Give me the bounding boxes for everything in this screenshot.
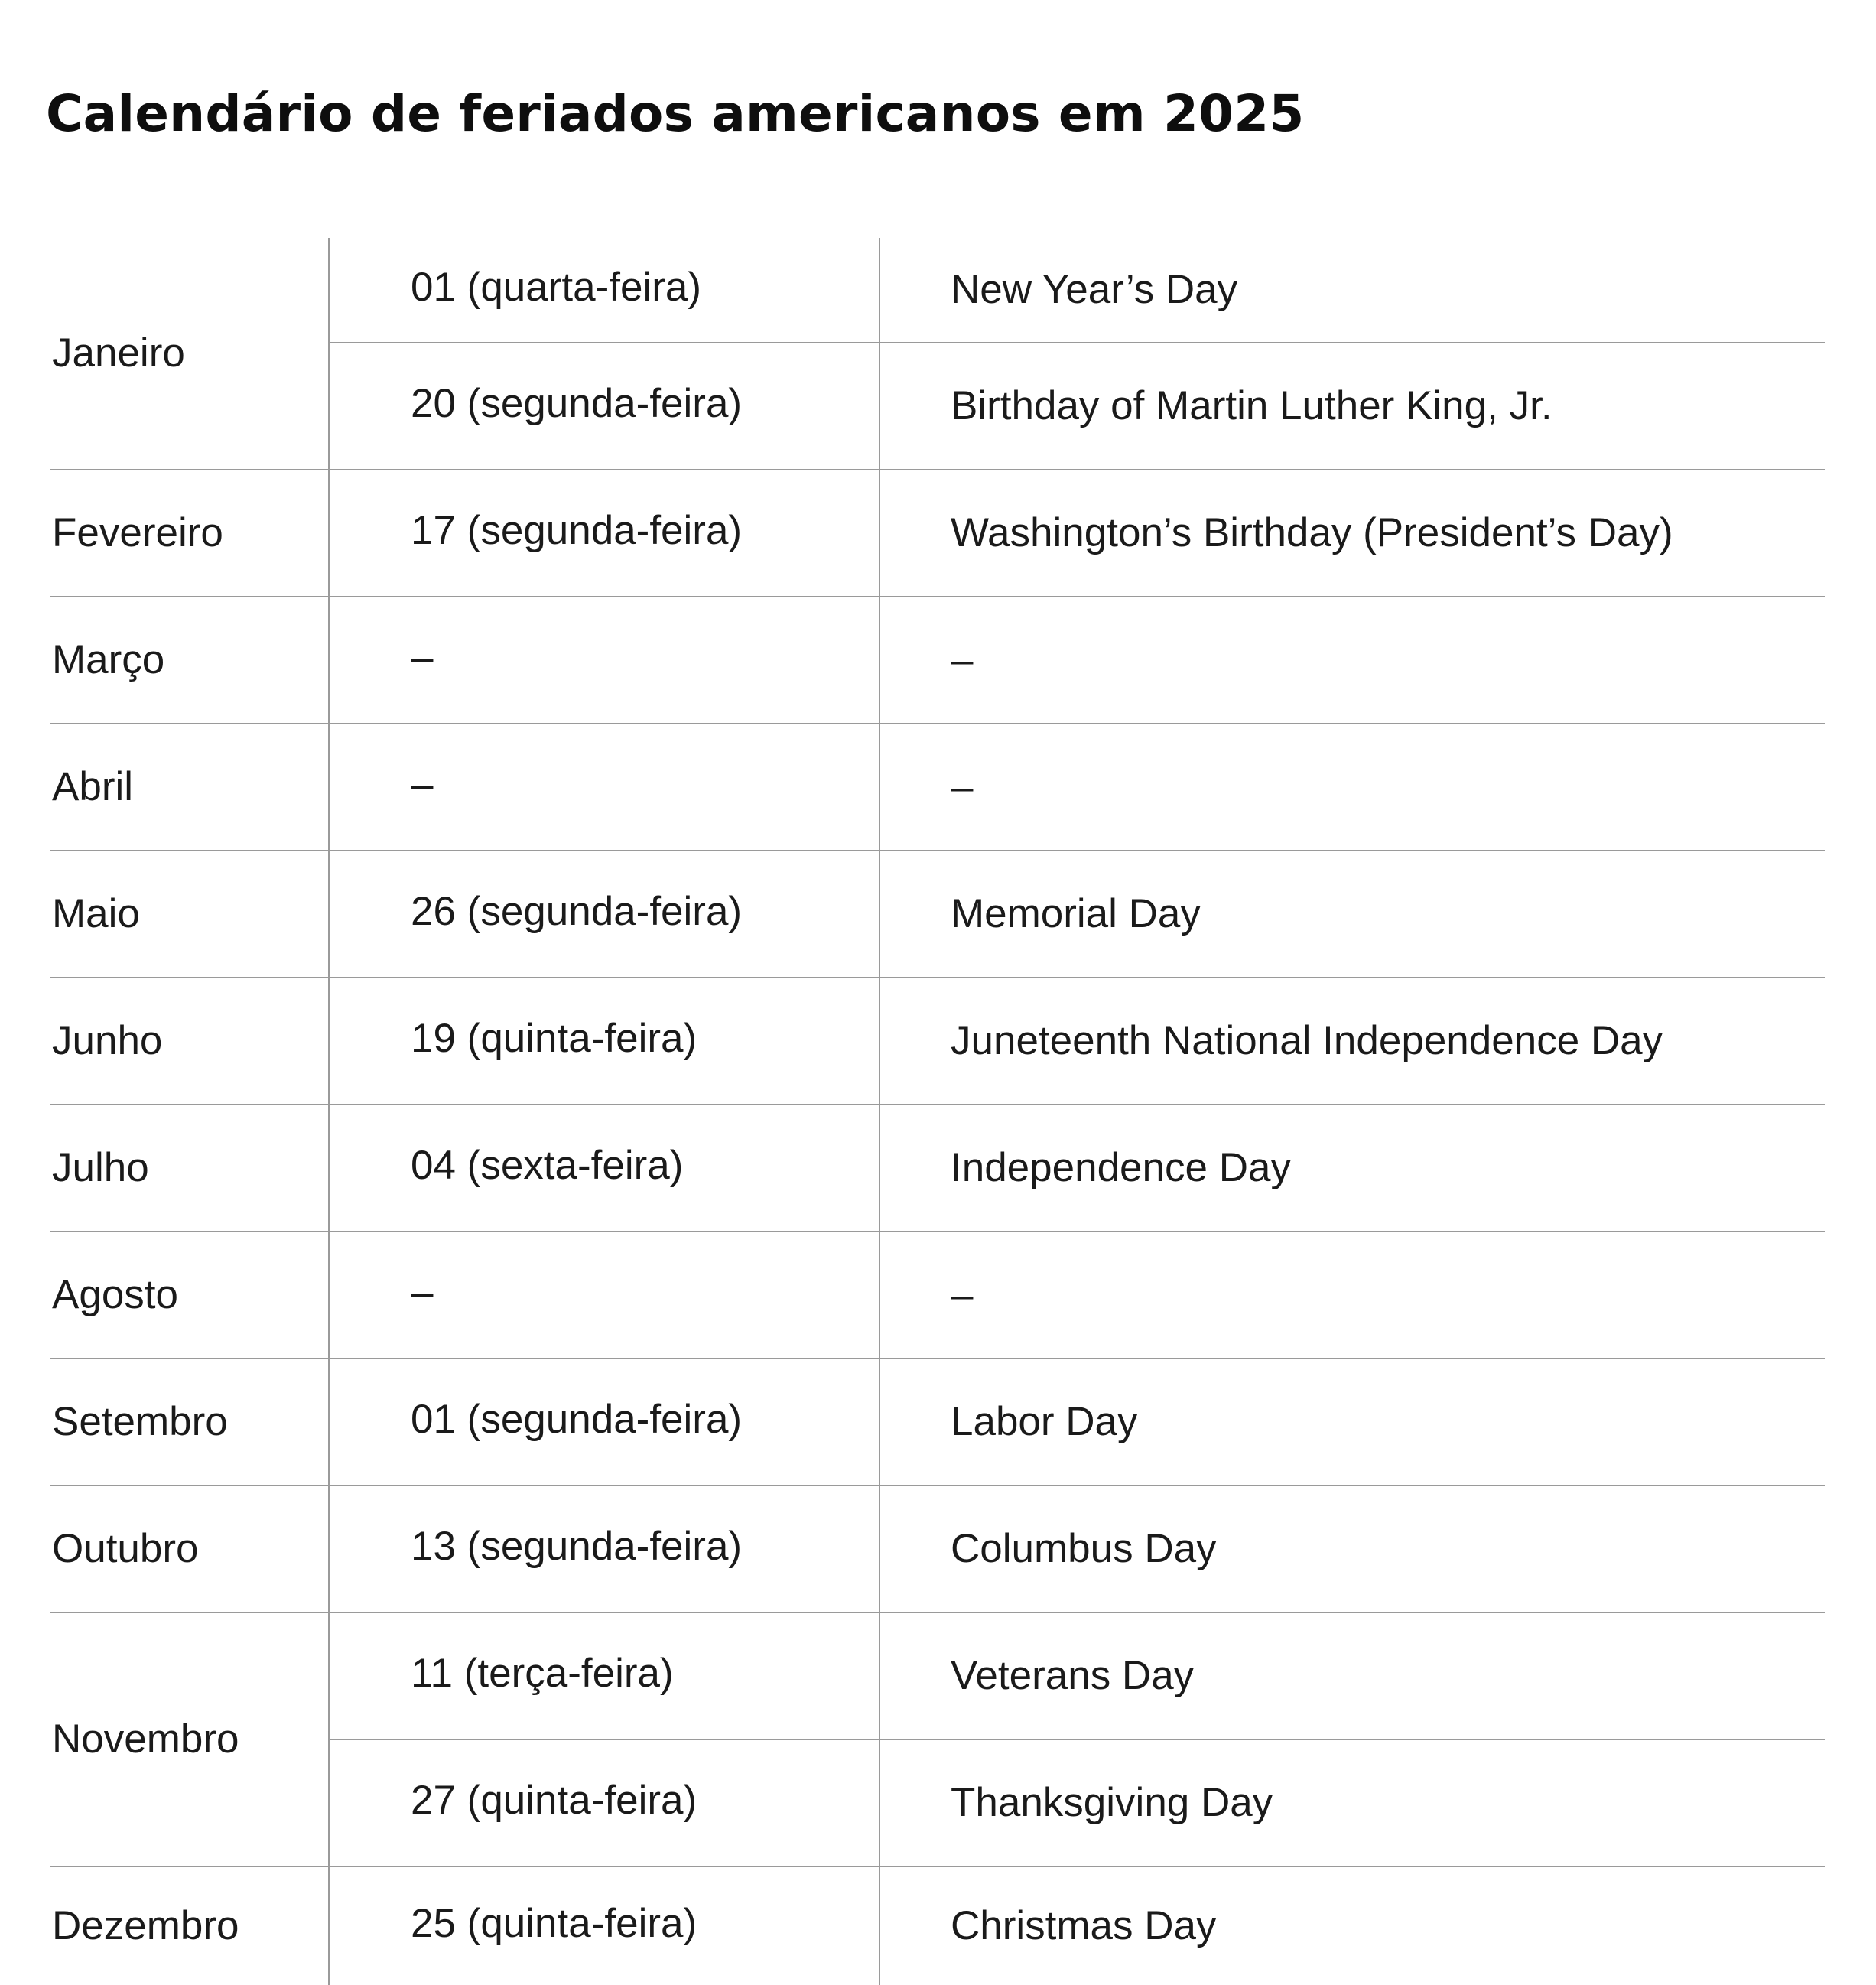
month-cell: Setembro	[50, 1359, 329, 1485]
holiday-table	[50, 238, 1825, 1985]
date-cell: 26 (segunda-feira)	[329, 851, 879, 978]
month-cell: Junho	[50, 978, 329, 1105]
holiday-name-cell: Labor Day	[879, 1359, 1825, 1485]
holiday-name-cell: –	[879, 1232, 1825, 1359]
date-cell: –	[329, 1232, 879, 1359]
month-cell: Janeiro	[50, 238, 329, 470]
date-cell: 01 (segunda-feira)	[329, 1359, 879, 1485]
month-cell: Dezembro	[52, 1903, 239, 1948]
page-title: Calendário de feriados americanos em 2025	[46, 84, 1305, 143]
date-cell: 19 (quinta-feira)	[329, 978, 879, 1105]
holiday-name-cell: New Year’s Day	[879, 238, 1825, 343]
table-row-agosto	[50, 1232, 1825, 1359]
table-row-junho	[50, 978, 1825, 1105]
holiday-name-cell: Veterans Day	[879, 1612, 1825, 1739]
holiday-name-cell: Columbus Day	[879, 1485, 1825, 1612]
holiday-name-cell: Birthday of Martin Luther King, Jr.	[879, 343, 1825, 470]
date-cell: –	[329, 597, 879, 724]
month-cell: Outubro	[50, 1485, 329, 1612]
table-row-fevereiro	[50, 470, 1825, 597]
date-cell: 20 (segunda-feira)	[329, 343, 879, 470]
table-row-setembro	[50, 1359, 1825, 1485]
table-row-julho	[50, 1105, 1825, 1232]
table-row-marco	[50, 597, 1825, 724]
month-cell: Novembro	[50, 1612, 329, 1866]
holiday-name-cell: –	[879, 724, 1825, 851]
date-cell: –	[329, 724, 879, 851]
table-row-maio	[50, 851, 1825, 978]
holiday-name-cell: Washington’s Birthday (President’s Day)	[879, 470, 1825, 597]
date-cell: 27 (quinta-feira)	[329, 1739, 879, 1866]
date-cell: 13 (segunda-feira)	[329, 1485, 879, 1612]
date-cell: 01 (quarta-feira)	[329, 238, 879, 343]
month-cell: Abril	[50, 724, 329, 851]
month-cell: Março	[50, 597, 329, 724]
month-cell: Maio	[50, 851, 329, 978]
date-cell: 04 (sexta-feira)	[329, 1105, 879, 1232]
holiday-name-cell: Independence Day	[879, 1105, 1825, 1232]
date-cell: 11 (terça-feira)	[329, 1612, 879, 1739]
month-cell: Agosto	[50, 1232, 329, 1359]
table-row-outubro	[50, 1485, 1825, 1612]
table-row-novembro	[50, 1612, 1825, 1739]
table-row-janeiro	[50, 238, 1825, 343]
holiday-name-cell: Thanksgiving Day	[879, 1739, 1825, 1866]
month-cell: Fevereiro	[50, 470, 329, 597]
holiday-name-cell: –	[879, 597, 1825, 724]
date-cell: 25 (quinta-feira)	[329, 1866, 879, 1985]
holiday-name-cell: Memorial Day	[879, 851, 1825, 978]
month-cell: Julho	[50, 1105, 329, 1232]
holiday-name-cell: Juneteenth National Independence Day	[879, 978, 1825, 1105]
holiday-name-cell: Christmas Day	[879, 1866, 1825, 1985]
table-row-dezembro	[50, 1866, 1825, 1985]
date-cell: 17 (segunda-feira)	[329, 470, 879, 597]
table-row-abril	[50, 724, 1825, 851]
